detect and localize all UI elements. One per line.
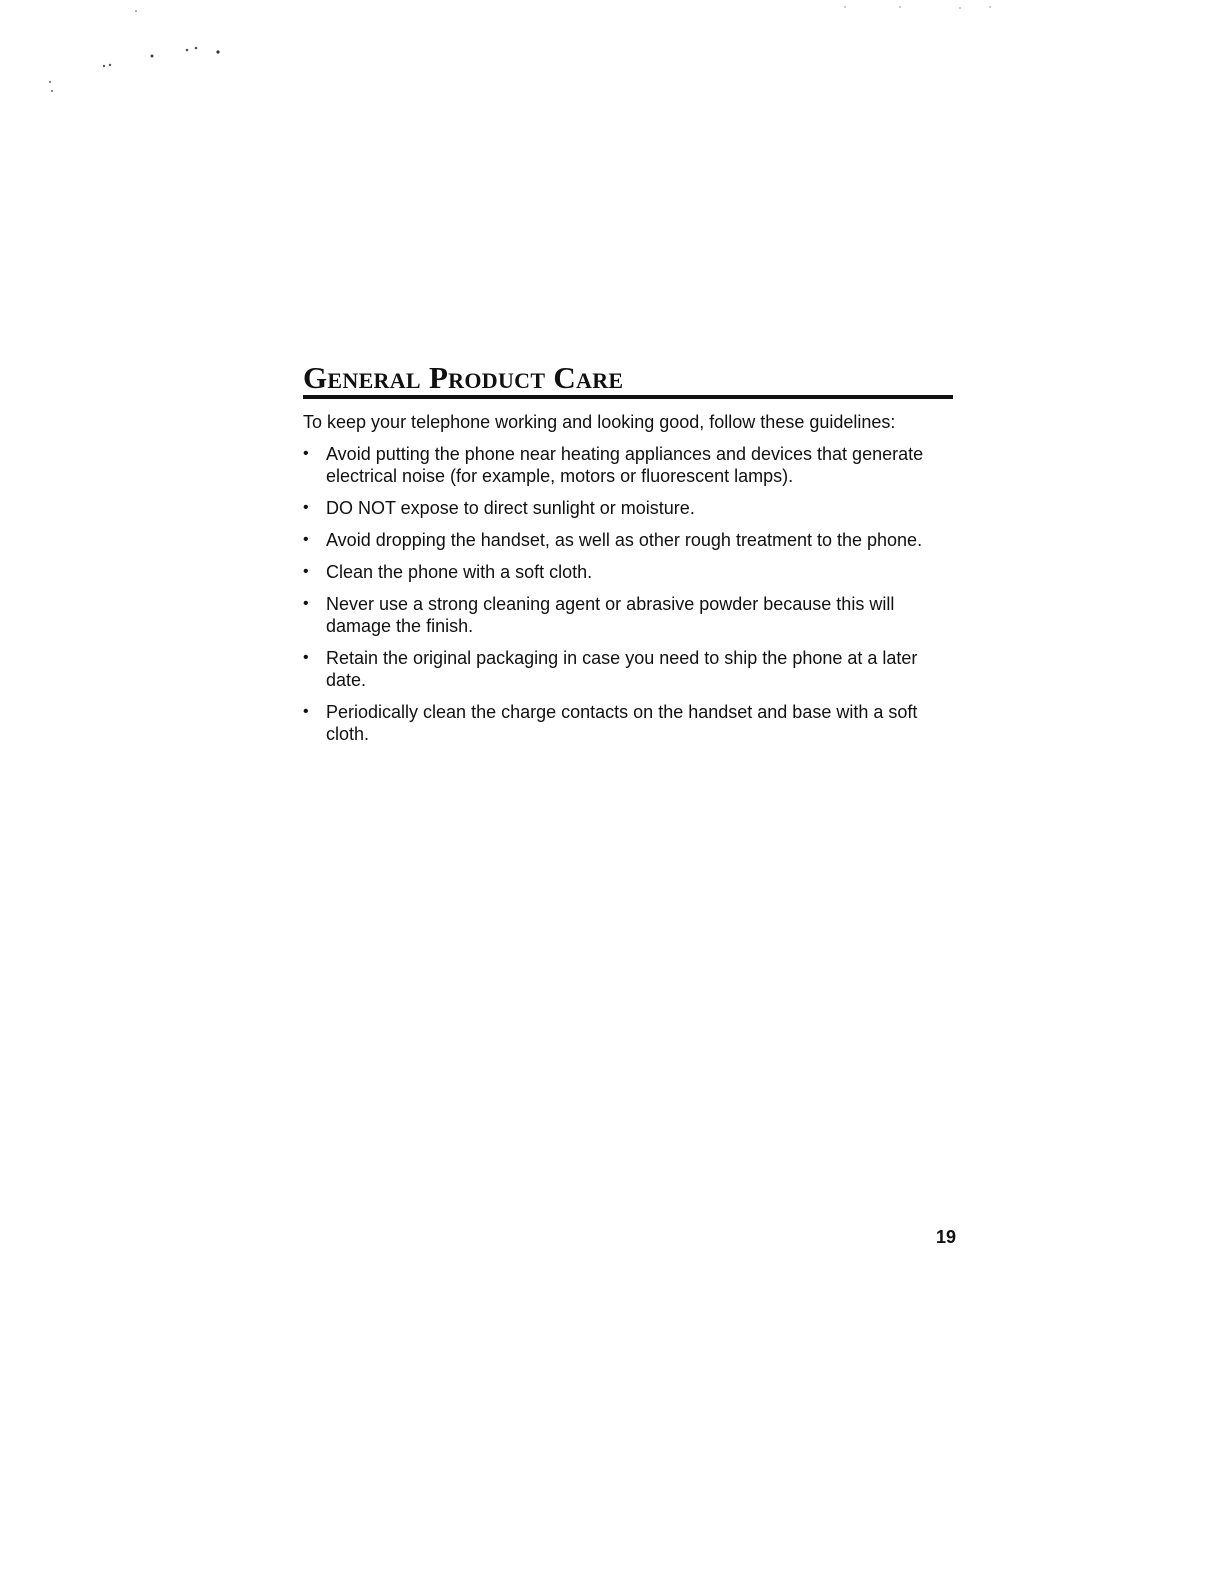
bullet-icon: • <box>303 499 309 516</box>
list-item-text: Periodically clean the charge contacts on the handset and base with a soft cloth. <box>326 702 918 744</box>
bullet-icon: • <box>303 703 309 720</box>
list-item <box>303 647 956 691</box>
scan-specks <box>0 0 1213 120</box>
page-number: 19 <box>936 1227 957 1247</box>
list-item <box>303 701 956 745</box>
list-item-text: Clean the phone with a soft cloth. <box>326 562 593 582</box>
list-item-text: Avoid dropping the handset, as well as other rough treatment to the phone. <box>326 530 923 550</box>
bullet-icon: • <box>303 595 309 612</box>
list-item <box>303 529 956 551</box>
list-item-text: Avoid putting the phone near heating appliances and devices that generate electrical noise (for example, motors or fluorescent lamps). <box>326 444 924 486</box>
list-item-text: DO NOT expose to direct sunlight or moisture. <box>326 498 695 518</box>
list-item <box>303 561 956 583</box>
list-item-text: Retain the original packaging in case you need to ship the phone at a later date. <box>326 648 918 690</box>
general-product-care-section <box>303 362 953 755</box>
bullet-icon: • <box>303 445 309 462</box>
bullet-icon: • <box>303 649 309 666</box>
intro-text: To keep your telephone working and looking good, follow these guidelines: <box>303 412 896 432</box>
list-item <box>303 593 956 637</box>
bullet-icon: • <box>303 531 309 548</box>
guidelines-list <box>303 443 953 745</box>
list-item <box>303 497 956 519</box>
list-item <box>303 443 956 487</box>
bullet-icon: • <box>303 563 309 580</box>
list-item-text: Never use a strong cleaning agent or abrasive powder because this will damage the finish. <box>326 594 895 636</box>
section-heading: General Product Care <box>303 362 953 399</box>
